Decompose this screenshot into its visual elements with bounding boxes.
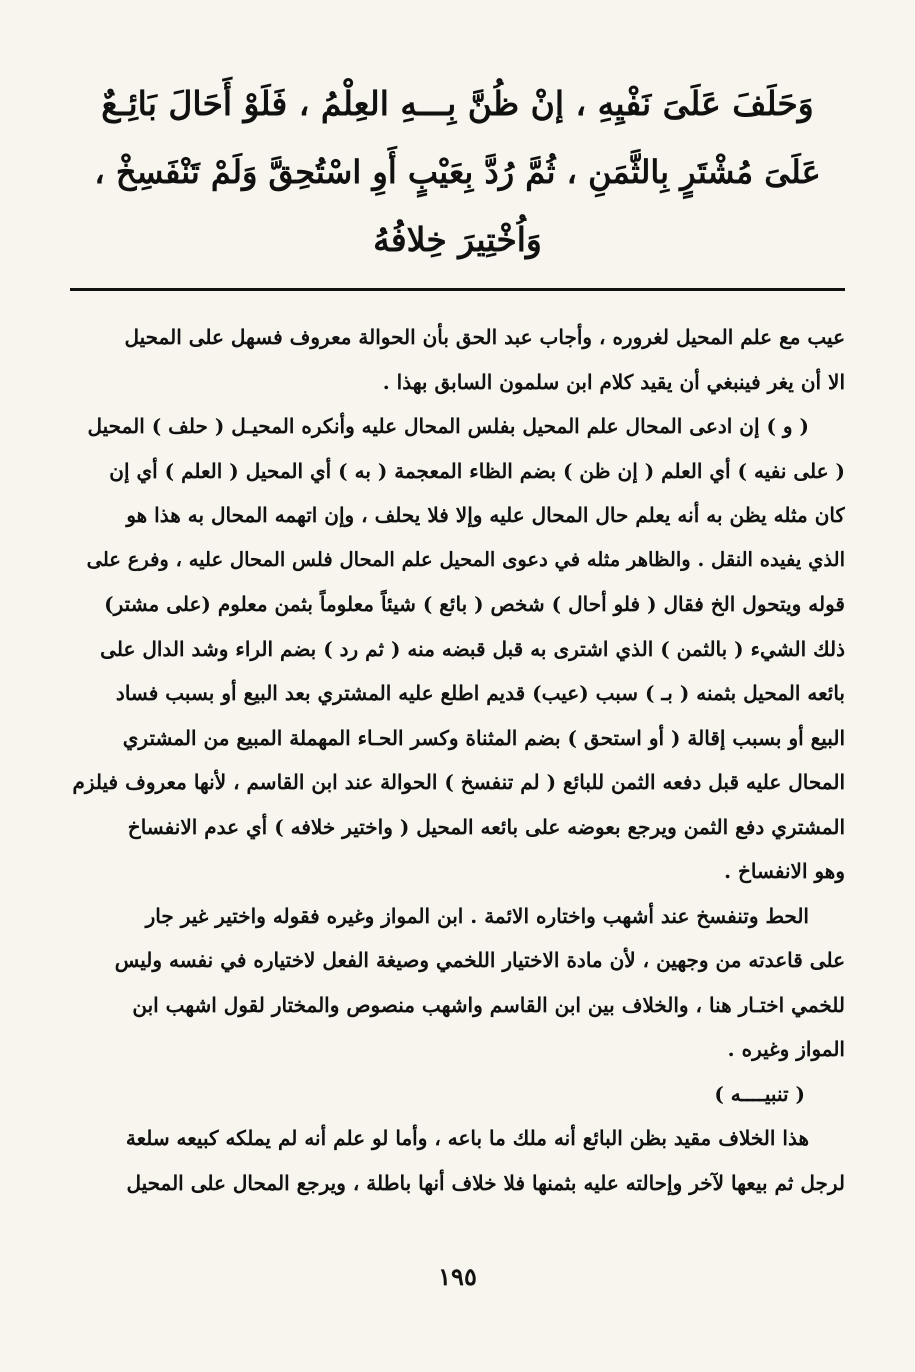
commentary-line: الحط وتنفسخ عند أشهب واختاره الائمة . ابن المواز وغيره فقوله واختير غير جار [145, 903, 809, 928]
commentary-line: المحال عليه قبل دفعه الثمن للبائع ( لم تنفسخ ) الحوالة عند ابن القاسم ، لأنها معروف فيلزم [72, 770, 845, 794]
commentary-line: ذلك الشيء ( بالثمن ) الذي اشترى به قبل قبضه منه ( ثم رد ) بضم الراء وشد الدال على [100, 636, 845, 661]
commentary-line: الا أن يغر فينبغي أن يقيد كلام ابن سلمون السابق بهذا . [382, 369, 845, 394]
page-number: ١٩٥ [438, 1262, 477, 1291]
commentary-line: البيع أو بسبب إقالة ( أو استحق ) بضم المثناة وكسر الحـاء المهملة المبيع من المشتري [122, 725, 845, 750]
commentary-line: لرجل ثم بيعها لآخر وإحالته عليه بثمنها فلا خلاف أنها باطلة ، ويرجع المحال على المحيل [126, 1170, 845, 1195]
commentary-line: قوله ويتحول الخ فقال ( فلو أحال ) شخص ( بائع ) شيئاً معلوماً بثمن معلوم (على مشتر) [104, 592, 845, 616]
commentary-line: المشتري دفع الثمن ويرجع بعوضه على بائعه المحيل ( واختير خلافه ) أي عدم الانفساخ [127, 814, 845, 839]
commentary-line: كان مثله يظن به أنه يعلم حال المحال عليه وإلا فلا يحلف ، وإن اتهمه المحال به هذا هو [126, 503, 845, 527]
commentary-line: المواز وغيره . [727, 1037, 845, 1061]
commentary-line: وهو الانفساخ . [724, 859, 845, 883]
commentary-text [70, 315, 845, 1205]
matn-line: وَاُخْتِيرَ خِلافُهُ [373, 220, 542, 259]
matn-line: وَحَلَفَ عَلَىَ نَفْيِهِ ، إنْ ظُنَّ بِـــهِ العِلْمُ ، فَلَوْ أَحَالَ بَائِـعٌ [101, 84, 814, 123]
matn-line: عَلَىَ مُشْتَرٍ بِالثَّمَنِ ، ثُمَّ رُدَّ بِعَيْبٍ أَوِ اسْتُحِقَّ وَلَمْ تَنْفَسِخْ ، [94, 153, 821, 191]
commentary-line: ( على نفيه ) أي العلم ( إن ظن ) بضم الظاء المعجمة ( به ) أي المحيل ( العلم ) أي إن [109, 458, 845, 483]
matn-verse-block [92, 70, 823, 274]
commentary-line: للخمي اختـار هنا ، والخلاف بين ابن القاسم واشهب منصوص والمختار لقول اشهب ابن [132, 992, 845, 1017]
commentary-line: الذي يفيده النقل . والظاهر مثله في دعوى المحيل علم المحال فلس المحال عليه ، وفرع على [86, 547, 845, 571]
commentary-line: ( و ) إن ادعى المحال علم المحيل بفلس المحال عليه وأنكره المحيـل ( حلف ) المحيل [87, 414, 809, 438]
commentary-line: بائعه المحيل بثمنه ( بـ ) سبب (عيب) قديم اطلع عليه المشتري بعد البيع أو بسبب فساد [115, 681, 845, 705]
commentary-line: هذا الخلاف مقيد بظن البائع أنه ملك ما باعه ، وأما لو علم أنه لم يملكه كبيعه سلعة [125, 1126, 809, 1150]
commentary-line: على قاعدته من وجهين ، لأن مادة الاختيار اللخمي وصيغة الفعل لاختياره في نفسه وليس [114, 948, 845, 972]
separator-rule [70, 288, 845, 291]
section-heading-tanbih: ( تنبيــــه ) [714, 1081, 805, 1106]
commentary-line: عيب مع علم المحيل لغروره ، وأجاب عبد الحق بأن الحوالة معروف فسهل على المحيل [124, 325, 845, 349]
